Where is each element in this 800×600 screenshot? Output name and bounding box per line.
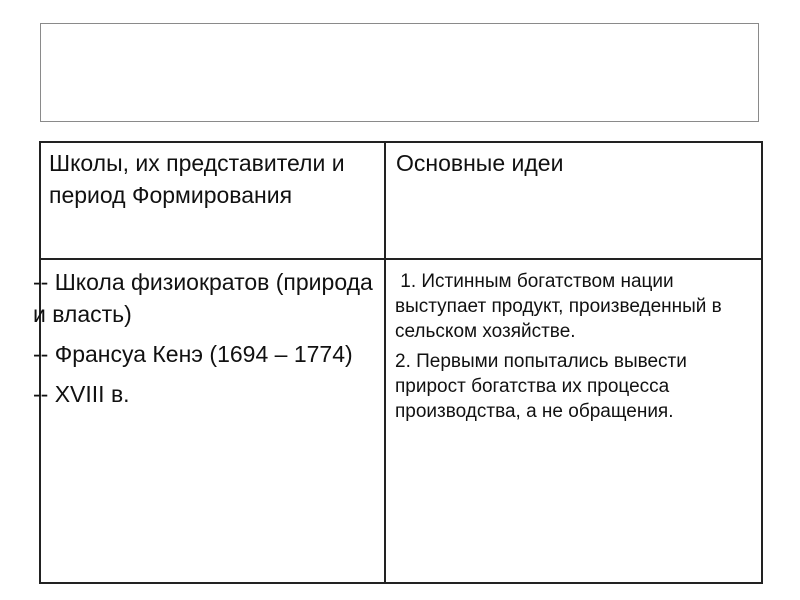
table-header-row (40, 142, 762, 259)
schools-table (33, 141, 763, 584)
school-item-century: -- XVIII в. (33, 381, 130, 407)
title-placeholder-box (40, 23, 759, 122)
header-schools: Школы, их представители и период Формирования (40, 142, 385, 259)
header-main-ideas: Основные идеи (385, 142, 762, 259)
idea-item-1: 1. Истинным богатством нации выступает продукт, произведенный в сельском хозяйстве. (395, 271, 728, 342)
school-item-physiocrats: -- Школа физиократов (природа и власть) (33, 269, 380, 327)
idea-item-2: 2. Первыми попытались вывести прирост богатства их процесса производства, а не обращения. (395, 351, 693, 422)
ideas-cell (385, 259, 762, 583)
schools-cell (33, 259, 385, 583)
table-row (40, 259, 762, 583)
school-item-quesnay: -- Франсуа Кенэ (1694 – 1774) (33, 341, 353, 367)
